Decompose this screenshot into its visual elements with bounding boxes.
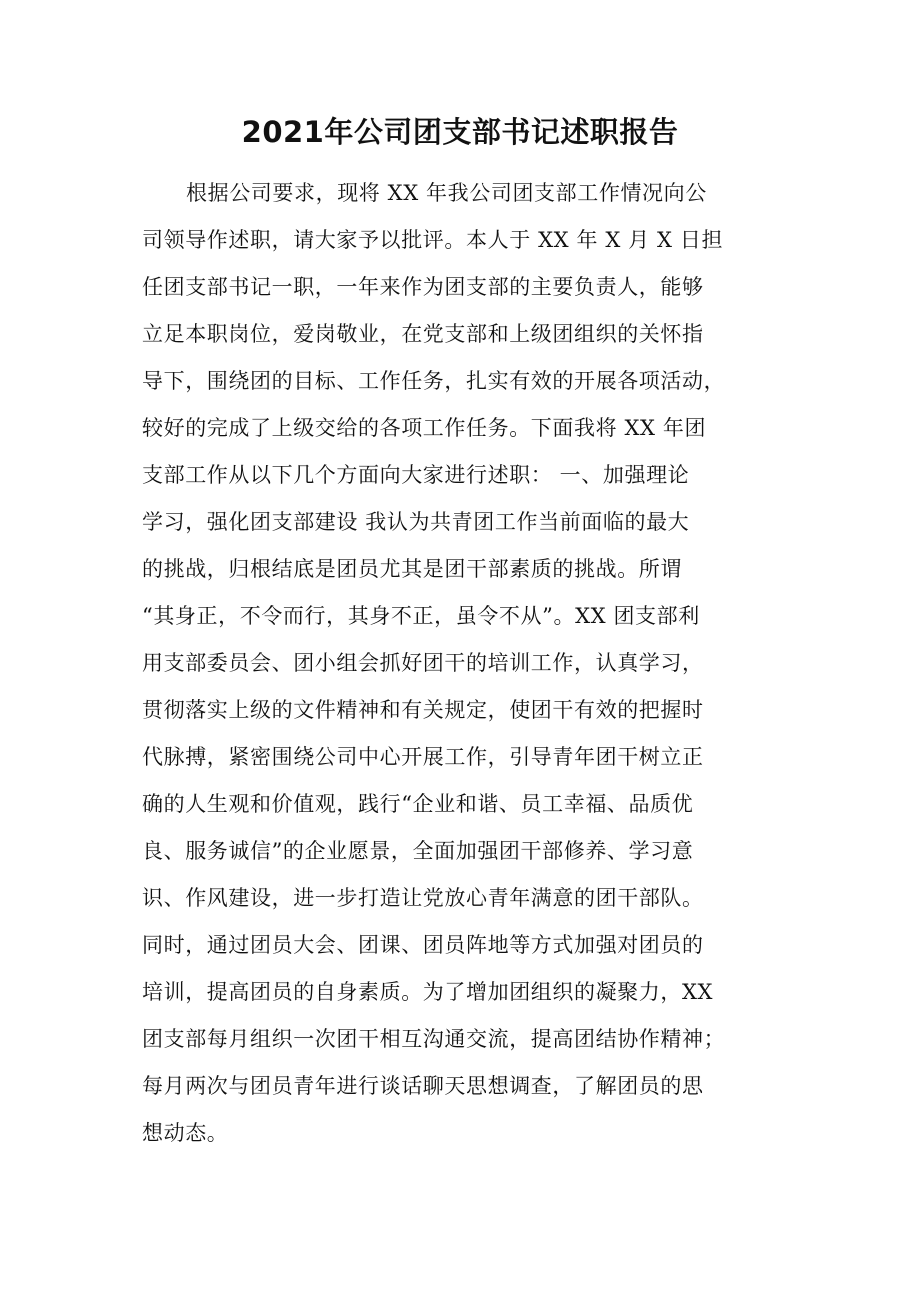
body-line: 确的人生观和价值观，践行“企业和谐、员工幸福、品质优: [142, 792, 694, 816]
body-line: 学习，强化团支部建设 我认为共青团工作当前面临的最大: [142, 510, 690, 534]
body-line: 代脉搏，紧密围绕公司中心开展工作，引导青年团干树立正: [142, 745, 704, 769]
body-line: 同时，通过团员大会、团课、团员阵地等方式加强对团员的: [142, 933, 704, 957]
body-line: 良、服务诚信”的企业愿景，全面加强团干部修养、学习意: [142, 839, 694, 863]
document-body: [142, 170, 782, 1157]
body-line: “其身正，不令而行，其身不正，虽令不从”。XX 团支部利: [142, 604, 700, 628]
body-line: 立足本职岗位，爱岗敬业，在党支部和上级团组织的关怀指: [142, 322, 704, 346]
document-title: 2021年公司团支部书记述职报告: [241, 115, 679, 149]
body-line: 培训，提高团员的自身素质。为了增加团组织的凝聚力，XX: [142, 980, 714, 1004]
body-line: 想动态。: [142, 1121, 229, 1145]
body-line: 任团支部书记一职，一年来作为团支部的主要负责人，能够: [142, 275, 704, 299]
body-line: 每月两次与团员青年进行谈话聊天思想调查，了解团员的思: [142, 1074, 704, 1098]
body-line: 团支部每月组织一次团干相互沟通交流，提高团结协作精神；: [142, 1027, 726, 1051]
body-line: 较好的完成了上级交给的各项工作任务。下面我将 XX 年团: [142, 416, 707, 440]
body-line: 司领导作述职，请大家予以批评。本人于 XX 年 X 月 X 日担: [142, 228, 724, 252]
body-line: 贯彻落实上级的文件精神和有关规定，使团干有效的把握时: [142, 698, 704, 722]
body-line: 识、作风建设，进一步打造让党放心青年满意的团干部队。: [142, 886, 704, 910]
body-line: 支部工作从以下几个方面向大家进行述职： 一、加强理论: [142, 463, 690, 487]
body-line: 导下，围绕团的目标、工作任务，扎实有效的开展各项活动，: [142, 369, 726, 393]
body-line: 根据公司要求，现将 XX 年我公司团支部工作情况向公: [186, 181, 707, 205]
body-line: 的挑战，归根结底是团员尤其是团干部素质的挑战。所谓: [142, 557, 682, 581]
body-line: 用支部委员会、团小组会抓好团干的培训工作，认真学习，: [142, 651, 704, 675]
